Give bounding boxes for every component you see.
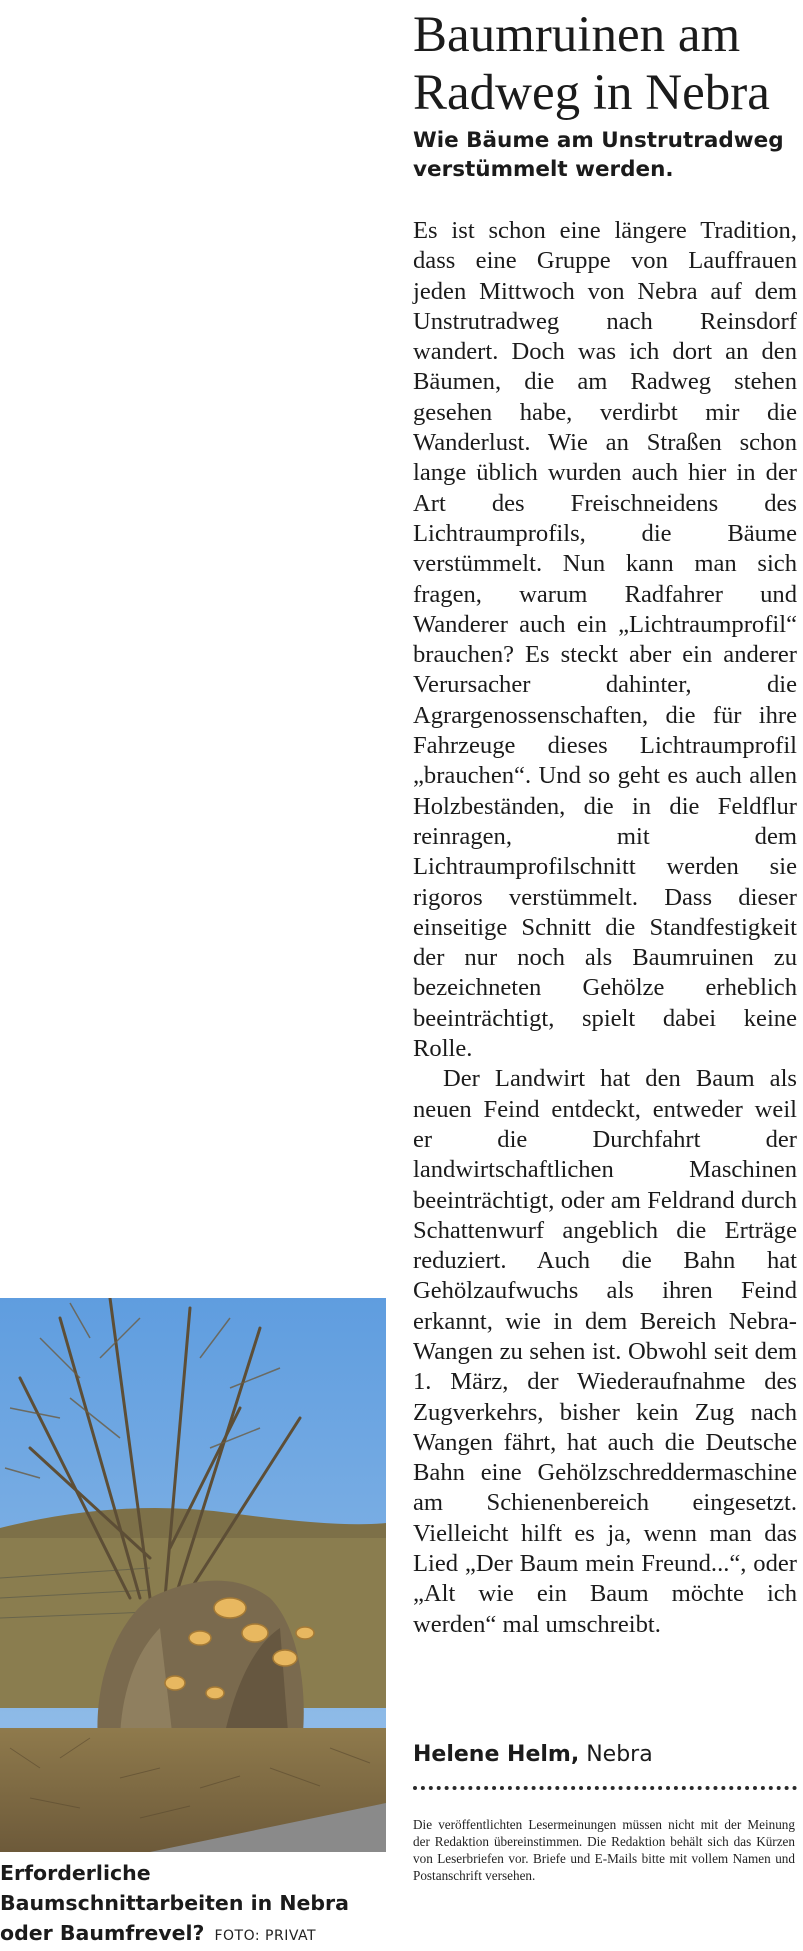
photo-credit: FOTO: PRIVAT <box>214 1928 317 1944</box>
editorial-disclaimer: Die veröffentlichten Lesermeinungen müssen nicht mit der Meinung der Redaktion übereinstimmen. Die Redaktion behält sich das Kürzen von Leserbriefen vor. Briefe und E-Mails bitte mit vollem Namen und Postanschrift versehen. <box>413 1817 795 1883</box>
author-name: Helene Helm, <box>413 1742 580 1767</box>
photo-caption-text: Erforderliche Baumschnittarbeiten in Nebra oder Baumfrevel? <box>0 1861 350 1945</box>
article-headline: Baumruinen am Radweg in Nebra <box>413 7 770 121</box>
article-photo <box>0 1298 386 1852</box>
article-subheadline: Wie Bäume am Unstrutradweg verstümmelt werden. <box>413 128 784 182</box>
author-line <box>413 1742 653 1767</box>
author-place: Nebra <box>586 1742 653 1767</box>
article-paragraph: Der Landwirt hat den Baum als neuen Feind entdeckt, entweder weil er die Durchfahrt der landwirtschaftlichen Maschinen beeinträchtigt, oder am Feldrand durch Schattenwurf angeblich die Erträge reduziert. Auch die Bahn hat Gehölzaufwuchs als ihren Feind erkannt, wie in dem Bereich Nebra-Wangen zu sehen ist. Obwohl seit dem 1. März, der Wiederaufnahme des Zugverkehrs, bisher kein Zug nach Wangen fährt, hat auch die Deutsche Bahn eine Gehölzschreddermaschine am Schienenbereich eingesetzt. Vielleicht hilft es ja, wenn man das Lied „Der Baum mein Freund...“, oder „Alt wie ein Baum möchte ich werden“ mal umschreibt. <box>413 1065 797 1638</box>
article-body <box>413 216 797 1640</box>
dotted-divider <box>413 1786 797 1794</box>
photo-caption <box>0 1858 390 1951</box>
article-paragraph: Es ist schon eine längere Tradition, dass eine Gruppe von Lauffrauen jeden Mittwoch von Nebra auf dem Unstrutradweg nach Reinsdorf wandert. Doch was ich dort an den Bäumen, die am Radweg stehen gesehen habe, verdirbt mir die Wanderlust. Wie an Straßen schon lange üblich wurden auch hier in der Art des Freischneidens des Lichtraumprofils, die Bäume verstümmelt. Nun kann man sich fragen, warum Radfahrer und Wanderer auch ein „Lichtraumprofil“ brauchen? Es steckt aber ein anderer Verursacher dahinter, die Agrargenossenschaften, die für ihre Fahrzeuge dieses Lichtraumprofil „brauchen“. Und so geht es auch allen Holzbeständen, die in die Feldflur reinragen, mit dem Lichtraumprofilschnitt werden sie rigoros verstümmelt. Dass dieser einseitige Schnitt die Standfestigkeit der nur noch als Baumruinen zu bezeichneten Gehölze erheblich beeinträchtigt, spielt dabei keine Rolle. <box>413 217 797 1063</box>
